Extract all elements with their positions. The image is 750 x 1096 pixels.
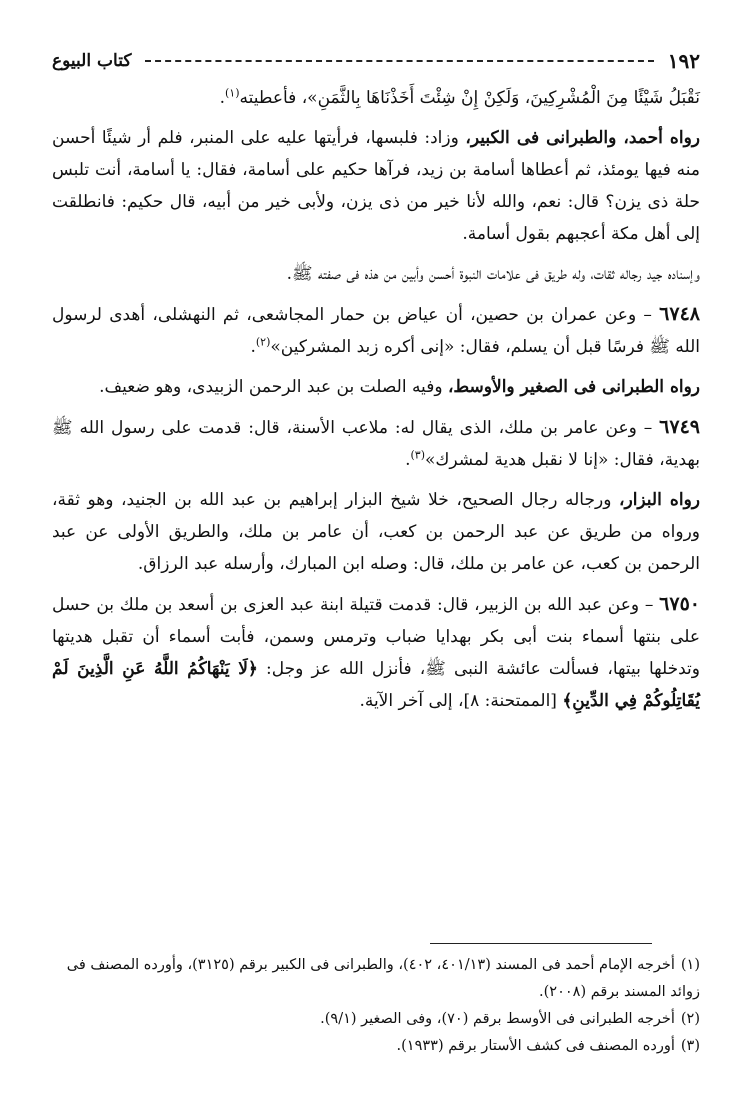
hadith-number: ٦٧٤٨ (659, 303, 700, 325)
footnote-1 (50, 952, 700, 1006)
footnote-mark: (١) (680, 957, 700, 973)
page-header (52, 46, 700, 76)
footnote-text: أخرجه الطبرانى فى الأوسط برقم (٧٠)، وفى الصغير (٩/١). (320, 1011, 675, 1027)
hadith-number: ٦٧٥٠ (659, 593, 700, 615)
commentary-text: ورجاله رجال الصحيح، خلا شيخ البزار إبراهيم بن عبد الله بن الجنيد، وهو ثقة، ورواه من طريق عن عبد الرحمن بن كعب، أن عامر بن ملك، والطريق الأولى عن عبد الرحمن بن كعب، عن عامر بن ملك، قال: وصله ابن المبارك، وأرسله عبد الرزاق. (52, 490, 700, 574)
paragraph-6: ٦٧٤٩ – وعن عامر بن ملك، الذى يقال له: ملاعب الأسنة، قال: قدمت على رسول الله ﷺ بهدية، فقال: «إنا لا نقبل هدية لمشرك»$^{(٣)}$. (52, 416, 700, 470)
paragraph-7 (52, 484, 700, 580)
footnote-2 (50, 1006, 700, 1033)
hadith-text: – وعن عبد الله بن الزبير، قال: قدمت قتيلة ابنة عبد العزى بن أسعد بن ملك بن حسل على بنتها أسماء بنت أبى بكر بهدايا ضباب وترمس وسمن، فأبت أسماء أن تقبل هديتها وتدخلها بيتها، فسألت عائشة النبى ﷺ، فأنزل الله عز وجل: (52, 595, 700, 679)
source-attribution: رواه الطبرانى فى الصغير والأوسط، (447, 377, 700, 397)
footnote-text: أورده المصنف فى كشف الأستار برقم (١٩٣٣). (396, 1038, 675, 1054)
hadith-text: – وعن عمران بن حصين، أن عياض بن حمار المجاشعى، ثم النهشلى، أهدى لرسول الله ﷺ فرسًا قبل أن يسلم، فقال: «إنى أكره زبد المشركين» (52, 305, 700, 357)
verse-reference: [الممتحنة: ٨]، إلى آخر الآية. (359, 691, 563, 711)
commentary-text: وزاد: فلبسها، فرأيتها عليه على المنبر، فلم أر شيئًا أحسن منه فيها يومئذ، ثم أعطاها أسامة بن زيد، فرآها حكيم على أسامة، فقال: يا أسامة، أنت تلبس حلة ذى يزن؟ قال: نعم، والله لأنا خير من ذى يزن، ولأبى خير من أبيه، قال حكيم: فانطلقت إلى أهل مكة أعجبهم بقول أسامة. (52, 128, 700, 244)
paragraph-8 (52, 588, 700, 717)
paragraph-5 (52, 371, 700, 403)
footnote-3 (50, 1033, 700, 1060)
footnote-ref: (١) (225, 86, 240, 100)
footnote-ref: (٣) (410, 448, 425, 462)
paragraph-1: نَقْبَلُ شَيْئًا مِنَ الْمُشْرِكِينَ، وَلَكِنْ إِنْ شِئْتَ أَخَذْنَاهَا بِالثَّمَنِ»، فأعطيته$^{(١)}$. (219, 86, 700, 108)
header-divider (145, 60, 653, 62)
commentary-text: وإسناده جيد رجاله ثقات، وله طريق فى علامات النبوة أحسن وأبين من هذه فى صفته ﷺ. (286, 264, 700, 284)
main-text (52, 82, 700, 717)
footnotes (50, 952, 700, 1060)
hadith-number: ٦٧٤٩ (659, 416, 700, 438)
source-attribution: رواه أحمد، والطبرانى فى الكبير، (465, 128, 700, 148)
footnote-ref: (٢) (255, 335, 271, 349)
paragraph-2 (52, 122, 700, 250)
source-attribution: رواه البزار، (619, 490, 700, 510)
hadith-text: – وعن عامر بن ملك، الذى يقال له: ملاعب الأسنة، قال: قدمت على رسول الله ﷺ بهدية، فقال: «إنا لا نقبل هدية لمشرك» (52, 418, 700, 470)
paragraph-4: ٦٧٤٨ – وعن عمران بن حصين، أن عياض بن حمار المجاشعى، ثم النهشلى، أهدى لرسول الله ﷺ فرسًا قبل أن يسلم، فقال: «إنى أكره زبد المشركين»$^{(٢)}$. (52, 303, 700, 357)
footnote-mark: (٢) (680, 1011, 700, 1027)
footnote-text: أخرجه الإمام أحمد فى المسند (٤٠١/١٣، ٤٠٢)، والطبرانى فى الكبير برقم (٣١٢٥)، وأورده المصنف فى زوائد المسند برقم (٢٠٠٨). (66, 957, 700, 1000)
hadith-text: نَقْبَلُ شَيْئًا مِنَ الْمُشْرِكِينَ، وَلَكِنْ إِنْ شِئْتَ أَخَذْنَاهَا بِالثَّمَنِ»، فأعطيته (239, 88, 700, 108)
page-number: ١٩٢ (667, 49, 700, 73)
paragraph-3 (52, 258, 700, 290)
footnote-separator (430, 943, 652, 944)
commentary-text: وفيه الصلت بن عبد الرحمن الزبيدى، وهو ضعيف. (99, 377, 448, 397)
book-title: كتاب البيوع (52, 51, 132, 71)
footnote-mark: (٣) (680, 1038, 700, 1054)
quran-verse: ﴿لَا يَنْهَاكُمُ اللَّهُ عَنِ الَّذِينَ لَمْ يُقَاتِلُوكُمْ فِي الدِّينِ﴾ (52, 659, 700, 711)
